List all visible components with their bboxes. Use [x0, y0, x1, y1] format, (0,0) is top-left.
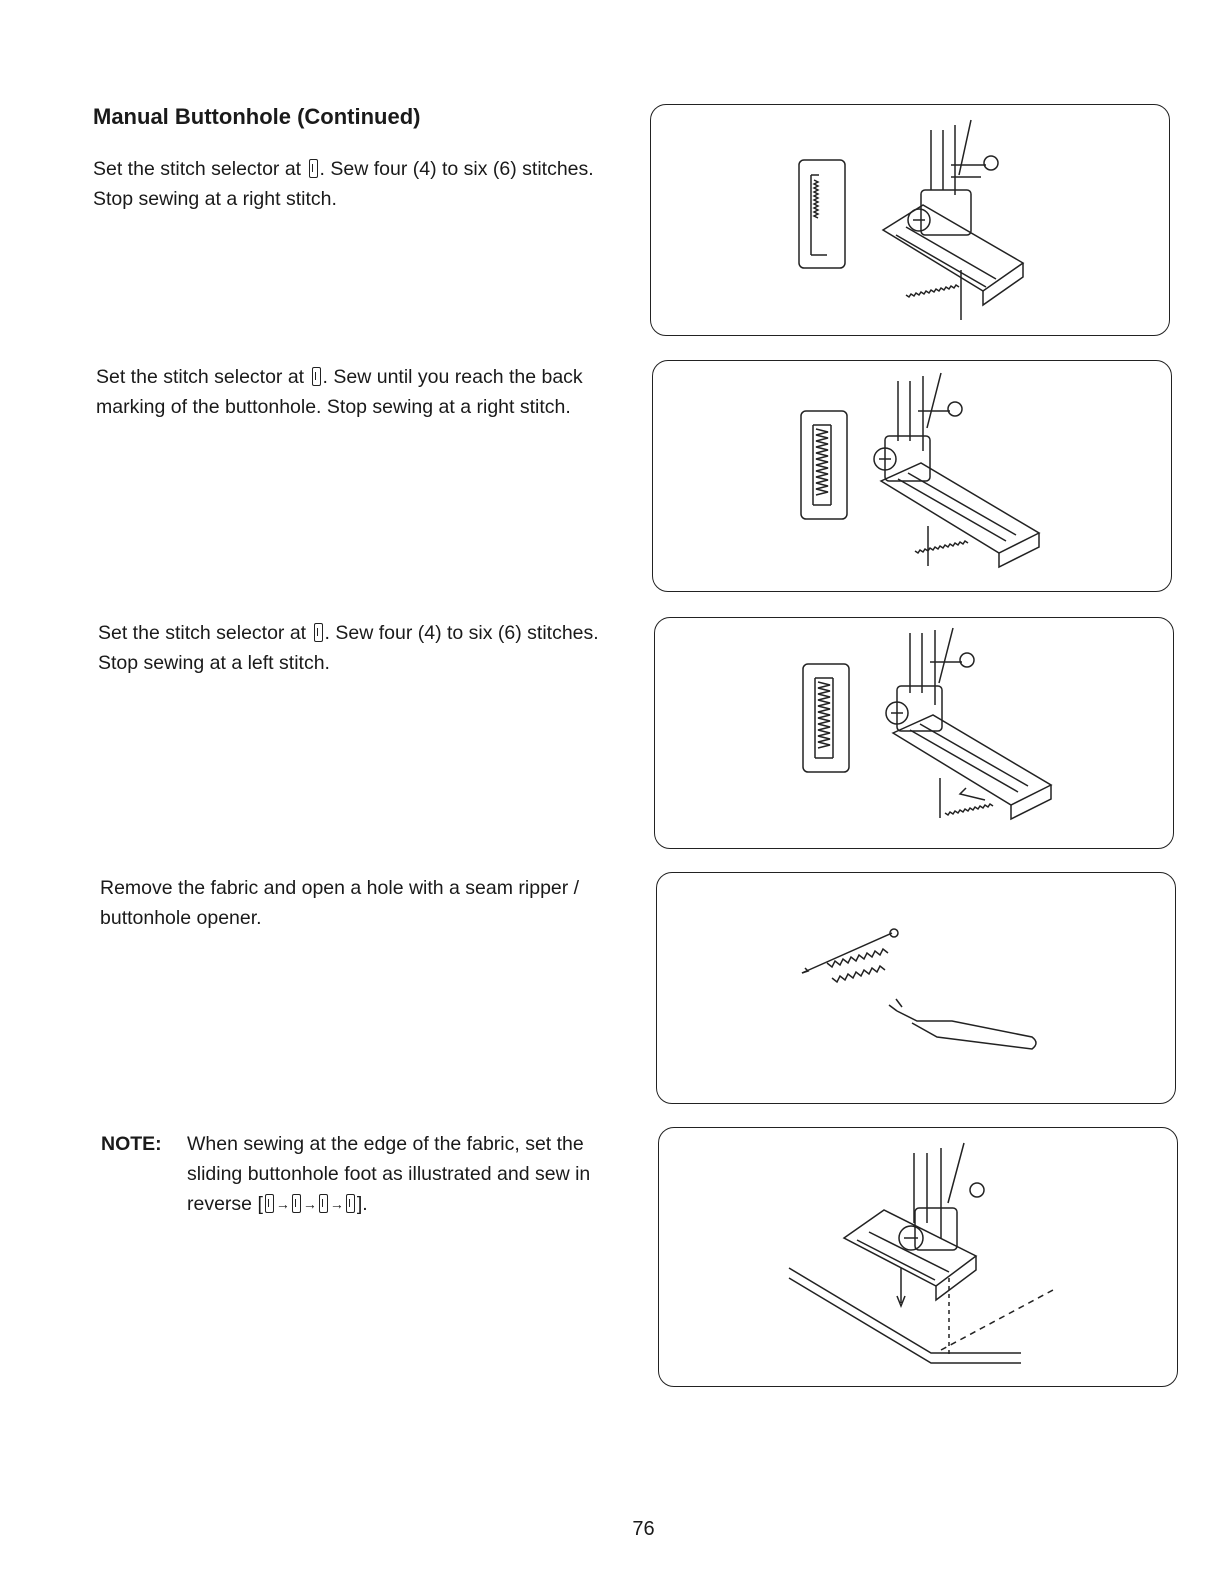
- fabric-edge-foot-illustration: [659, 1128, 1179, 1388]
- step-2-text: [96, 362, 636, 422]
- step-2-instruction: . Sew until you reach the back marking of the buttonhole. Stop sewing at a right stitch.: [96, 366, 583, 418]
- step-2-lead: Set the stitch selector at: [96, 366, 310, 388]
- step-3-lead: Set the stitch selector at: [98, 622, 312, 644]
- sequence-step-2-icon: [292, 1194, 301, 1213]
- arrow-right-icon: →: [275, 1196, 290, 1212]
- seam-ripper-illustration: [657, 873, 1177, 1105]
- note-label: NOTE:: [101, 1133, 162, 1155]
- step-3-instruction: . Sew four (4) to six (6) stitches. Stop sewing at a left stitch.: [98, 622, 599, 674]
- page-heading: Manual Buttonhole (Continued): [93, 104, 421, 129]
- illustration-panel-4: [656, 872, 1176, 1104]
- buttonhole-foot-illustration: [653, 361, 1173, 593]
- sequence-step-4-icon: [346, 1194, 355, 1213]
- sequence-open: [: [252, 1193, 263, 1215]
- sequence-step-3-icon: [319, 1194, 328, 1213]
- arrow-right-icon: →: [329, 1196, 344, 1212]
- arrow-right-icon: →: [302, 1196, 317, 1212]
- sequence-close: ].: [356, 1193, 368, 1215]
- buttonhole-foot-illustration: [651, 105, 1171, 337]
- illustration-panel-1: [650, 104, 1170, 336]
- note-body: [187, 1129, 637, 1219]
- step-1-lead: Set the stitch selector at: [93, 158, 307, 180]
- illustration-panel-2: [652, 360, 1172, 592]
- note-text: When sewing at the edge of the fabric, set the sliding buttonhole foot as illustrated and sew in reverse: [187, 1133, 591, 1215]
- step-3-text: [98, 618, 638, 678]
- stitch-selector-bar-tack-2-icon: [314, 623, 323, 642]
- stitch-selector-bar-tack-icon: [309, 159, 318, 178]
- step-4-text: Remove the fabric and open a hole with a seam ripper / buttonhole opener.: [100, 877, 580, 929]
- page-number: 76: [632, 1518, 655, 1540]
- stitch-selector-right-side-icon: [312, 367, 321, 386]
- buttonhole-foot-illustration: [655, 618, 1175, 850]
- illustration-panel-5: [658, 1127, 1178, 1387]
- step-1-text: [93, 154, 633, 214]
- illustration-panel-3: [654, 617, 1174, 849]
- sequence-step-1-icon: [265, 1194, 274, 1213]
- step-1-instruction: . Sew four (4) to six (6) stitches. Stop sewing at a right stitch.: [93, 158, 594, 210]
